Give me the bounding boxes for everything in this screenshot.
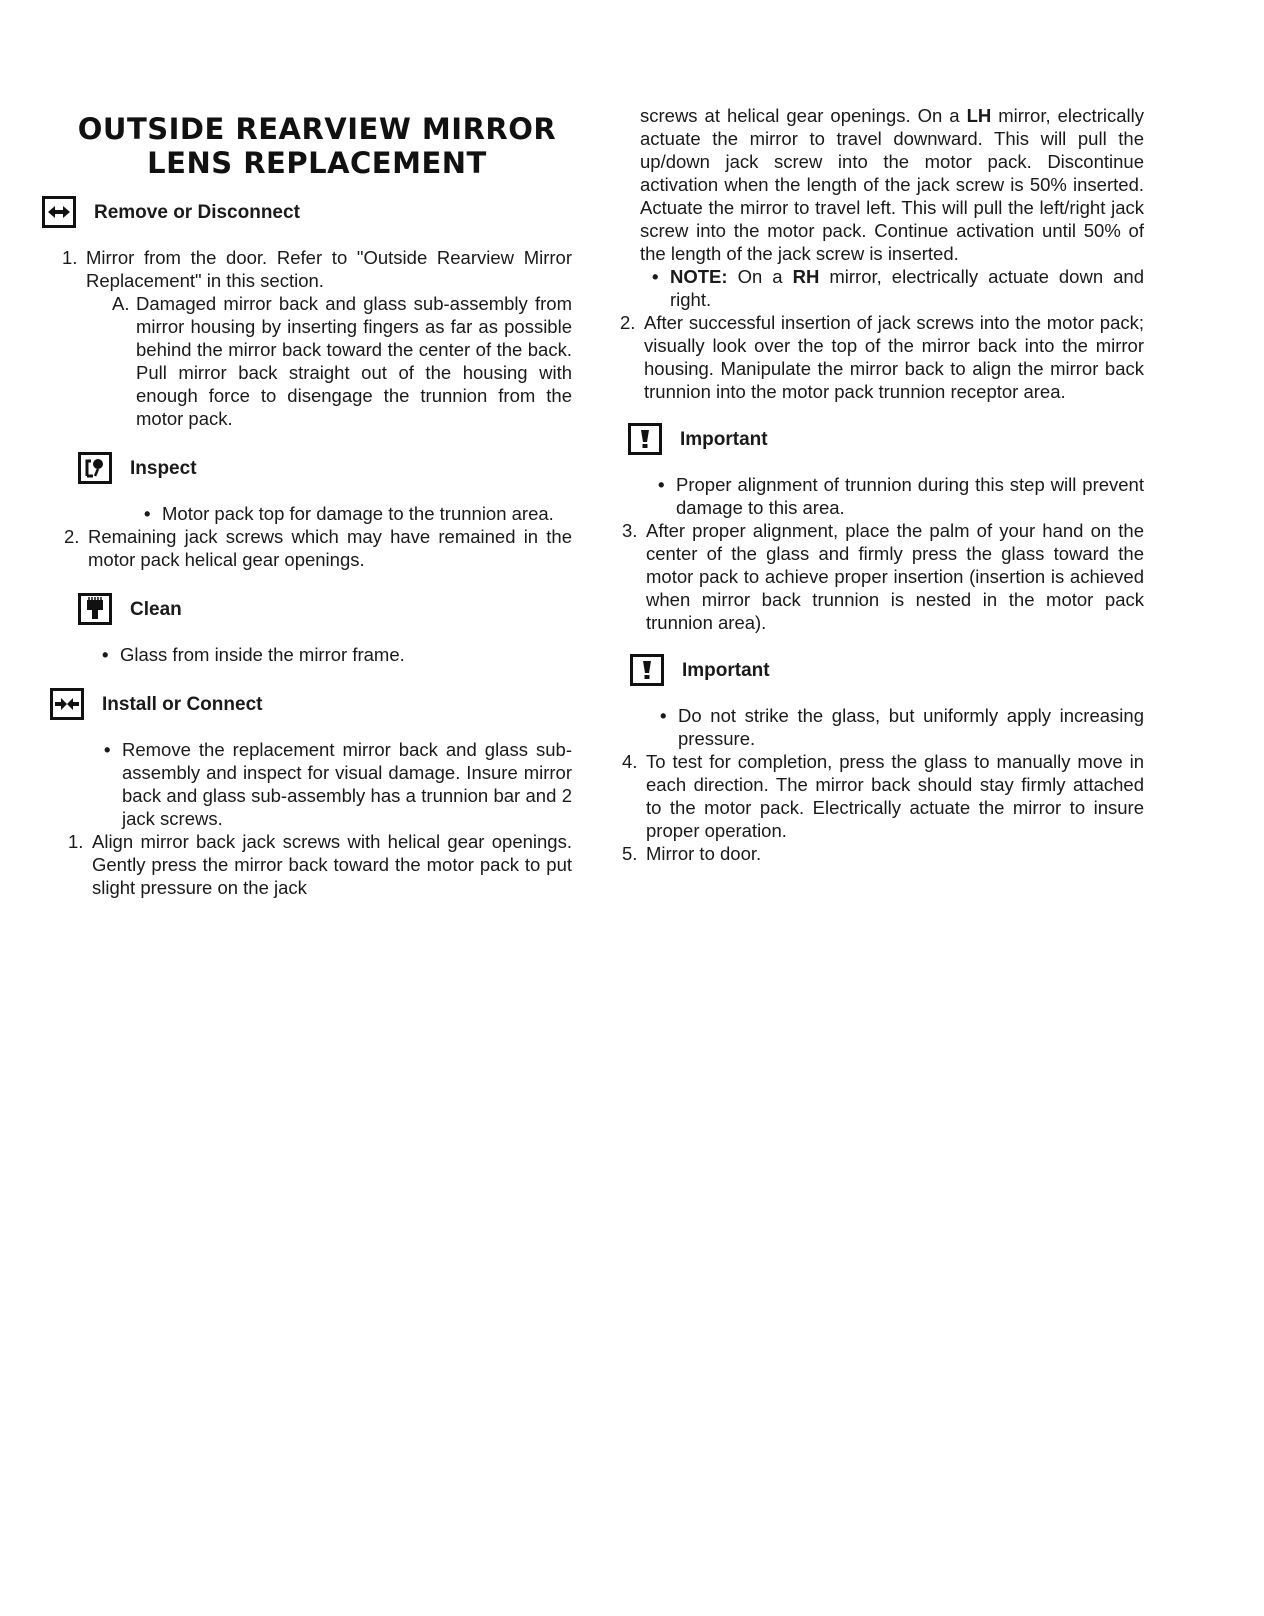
step-number: 1.: [62, 247, 78, 268]
important-exclamation-icon: [630, 654, 664, 686]
important-heading-label: Important: [682, 659, 770, 681]
bullet-mark: •: [652, 266, 659, 287]
step-text: Align mirror back jack screws with helical gear openings. Gently press the mirror back toward the motor pack to put slight pressure on the jack: [92, 831, 572, 898]
clean-heading-label: Clean: [130, 598, 182, 620]
important-bullet-1: [658, 473, 1144, 519]
bullet-text: Remove the replacement mirror back and glass sub-assembly and inspect for visual damage. Insure mirror back and glass sub-assembly has a trunnion bar and 2 jack screws.: [122, 739, 572, 829]
clean-brush-icon: [78, 593, 112, 625]
install-step-4: [622, 750, 1144, 842]
note-text-a: On a: [727, 266, 793, 287]
bullet-text: Glass from inside the mirror frame.: [120, 644, 405, 665]
install-heading-label: Install or Connect: [102, 693, 263, 715]
inspect-bullet: [144, 502, 572, 525]
install-step-1-continued: [640, 104, 1144, 265]
remove-disconnect-heading: [42, 196, 572, 228]
step-number: 5.: [622, 843, 638, 864]
right-column: [620, 104, 1145, 865]
title-line-2: LENS REPLACEMENT: [147, 146, 487, 180]
step-text: Remaining jack screws which may have remained in the motor pack helical gear openings.: [88, 526, 572, 570]
clean-heading: [78, 593, 572, 625]
inspect-heading: [78, 452, 572, 484]
step-number: 2.: [620, 312, 636, 333]
important-heading-2: [630, 654, 1144, 686]
install-connect-heading: [50, 688, 572, 720]
inspect-step-2: [64, 525, 572, 571]
important-heading-1: [628, 423, 1144, 455]
remove-heading-label: Remove or Disconnect: [94, 201, 300, 223]
install-bullet: [104, 738, 572, 830]
install-arrows-icon: [50, 688, 84, 720]
bullet-text: Do not strike the glass, but uniformly apply increasing pressure.: [678, 705, 1144, 749]
note-text: [670, 265, 1144, 311]
important-exclamation-icon: [628, 423, 662, 455]
bullet-mark: •: [144, 503, 151, 524]
remove-step-a: [112, 292, 572, 430]
note-label: NOTE:: [670, 266, 728, 287]
step-letter: A.: [112, 293, 130, 314]
continued-text-b: mirror, electrically actuate the mirror to travel downward. This will pull the up/down jack screw into the motor pack. Discontinue activation when the length of the jack screw is 50% inserted. Actuate the mirror to travel left. This will pull the left/right jack screw into the motor pack. Continue activation until 50% of the length of the jack screw is inserted.: [640, 105, 1144, 264]
step-text: After successful insertion of jack screws into the motor pack; visually look over the top of the mirror back into the mirror housing. Manipulate the mirror back to align the mirror back trunnion into the motor pack trunnion receptor area.: [644, 312, 1144, 402]
step-text: Mirror to door.: [646, 843, 762, 864]
step-number: 4.: [622, 751, 638, 772]
step-number: 3.: [622, 520, 638, 541]
lh-label: LH: [966, 105, 992, 126]
step-text: To test for completion, press the glass to manually move in each direction. The mirror back should stay firmly attached to the motor pack. Electrically actuate the mirror to insure proper operation.: [646, 751, 1144, 841]
remove-step-1: [62, 246, 572, 292]
bullet-mark: •: [658, 474, 665, 495]
left-column: [62, 104, 572, 899]
step-number: 1.: [68, 831, 84, 852]
step-text: After proper alignment, place the palm of your hand on the center of the glass and firmly press the glass toward the motor pack to achieve proper insertion (insertion is achieved when mirror back trunnion is nested in the motor pack trunnion area).: [646, 520, 1144, 633]
install-step-1: [68, 830, 572, 899]
bullet-text: Proper alignment of trunnion during this step will prevent damage to this area.: [676, 474, 1144, 518]
inspect-magnifier-icon: [78, 452, 112, 484]
install-step-2: [620, 311, 1144, 403]
note-text-b: mirror, electrically actuate down and right.: [670, 266, 1145, 310]
page-title: [62, 112, 572, 180]
bullet-mark: •: [102, 644, 109, 665]
continued-text-a: screws at helical gear openings. On a: [640, 105, 967, 126]
bullet-mark: •: [660, 705, 667, 726]
step-text-continued: [640, 104, 1144, 265]
step-text: Damaged mirror back and glass sub-assembly from mirror housing by inserting fingers as far as possible behind the mirror back toward the center of the back. Pull mirror back straight out of the housing with enough force to disengage the trunnion from the motor pack.: [136, 293, 572, 429]
step-text: Mirror from the door. Refer to "Outside Rearview Mirror Replacement" in this section.: [86, 247, 572, 291]
important-bullet-2: [660, 704, 1144, 750]
bullet-mark: •: [104, 739, 111, 760]
title-line-1: OUTSIDE REARVIEW MIRROR: [77, 112, 557, 146]
remove-arrows-icon: [42, 196, 76, 228]
important-heading-label: Important: [680, 428, 768, 450]
note-bullet: [652, 265, 1144, 311]
install-step-5: [622, 842, 1144, 865]
bullet-text: Motor pack top for damage to the trunnion area.: [162, 503, 554, 524]
inspect-heading-label: Inspect: [130, 457, 197, 479]
clean-bullet: [102, 643, 572, 666]
rh-label: RH: [792, 266, 820, 287]
install-step-3: [622, 519, 1144, 634]
step-number: 2.: [64, 526, 80, 547]
